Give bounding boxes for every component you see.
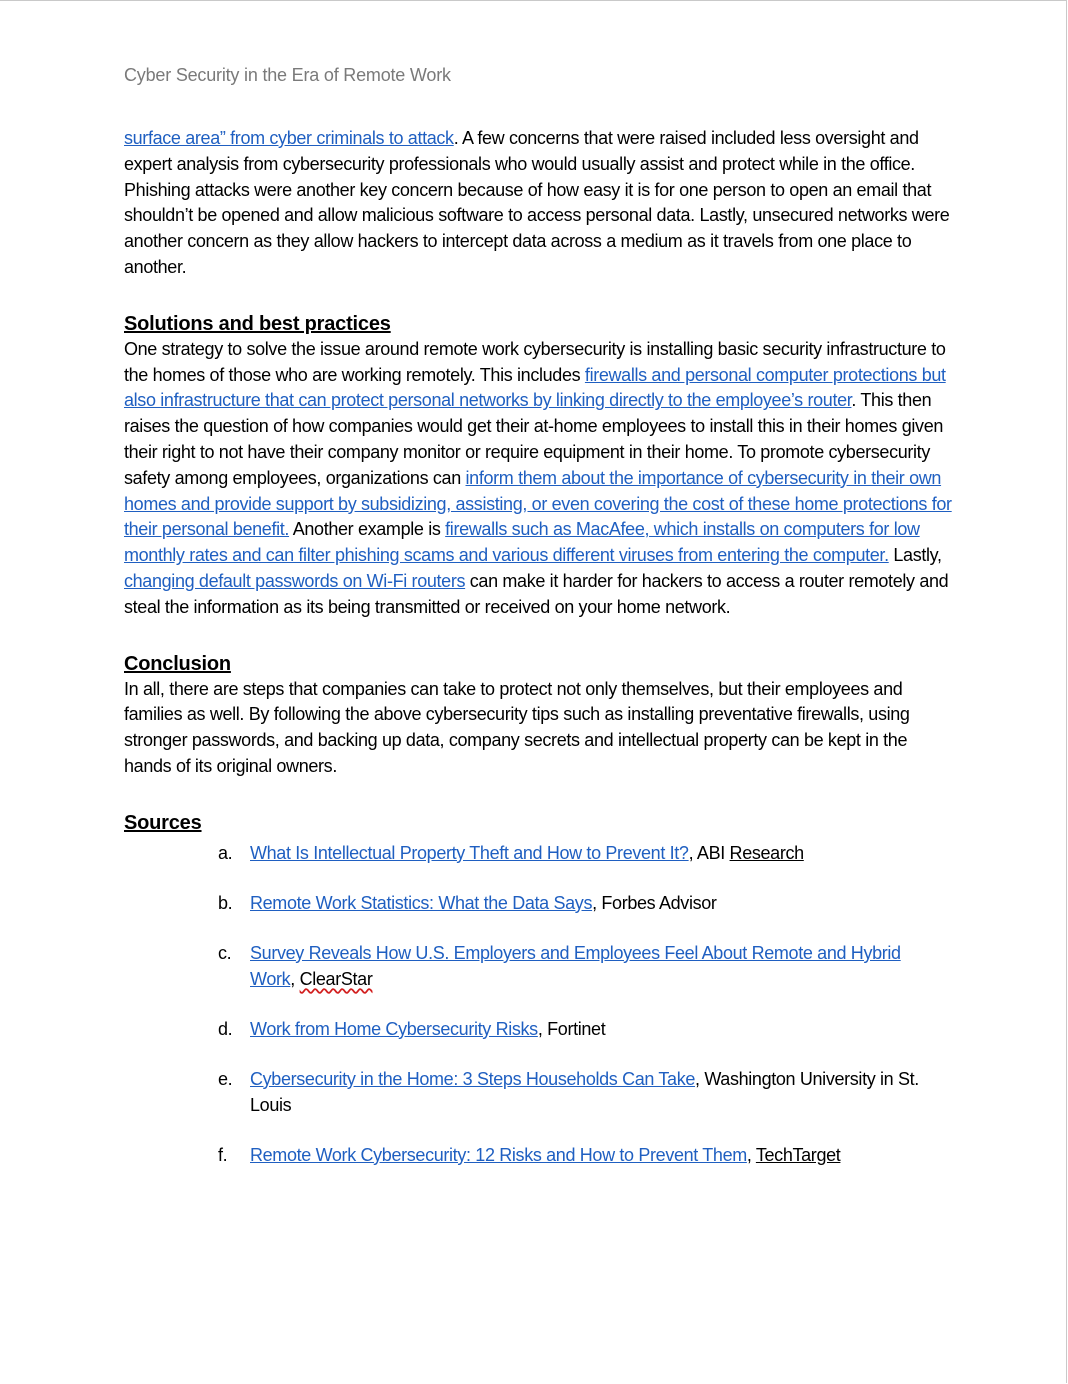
solutions-text-3: Another example is: [289, 519, 446, 540]
separator: ,: [290, 968, 300, 989]
publisher-prefix: ABI: [696, 842, 730, 863]
source-item: [124, 840, 940, 866]
list-marker: b.: [218, 892, 233, 913]
publisher-name: Research: [729, 842, 804, 863]
solutions-text-2: . This then raises the question of how companies would get their at-home employees to install this in their homes given their right to not have their company monitor or require equipment in their home. To promote cybersecurity safety among employees, organizations can: [124, 390, 944, 488]
source-link-wfh-risks[interactable]: Work from Home Cybersecurity Risks: [250, 1018, 538, 1039]
source-link-12-risks[interactable]: Remote Work Cybersecurity: 12 Risks and How to Prevent Them: [250, 1144, 747, 1165]
conclusion-paragraph: In all, there are steps that companies can take to protect not only themselves, but their employees and families as well. By following the above cybersecurity tips such as installing preventative firewalls, using stronger passwords, and backing up data, company secrets and intellectual property can be kept in the hands of its original owners.: [124, 678, 910, 776]
solutions-text-4: Lastly,: [888, 545, 942, 566]
separator: ,: [695, 1068, 705, 1089]
firewalls-protections-link[interactable]: firewalls and personal computer protections but also infrastructure that can protect personal networks by linking directly to the employee’s router: [124, 364, 946, 411]
sources-list: [124, 840, 954, 1168]
list-marker: d.: [218, 1018, 233, 1039]
source-link-home-steps[interactable]: Cybersecurity in the Home: 3 Steps Households Can Take: [250, 1068, 696, 1089]
publisher-name: Fortinet: [547, 1018, 606, 1039]
separator: ,: [592, 892, 602, 913]
page-header: Cyber Security in the Era of Remote Work: [124, 65, 451, 85]
separator: ,: [688, 842, 697, 863]
solutions-paragraph: [124, 337, 954, 621]
separator: ,: [537, 1018, 548, 1039]
source-link-remote-stats[interactable]: Remote Work Statistics: What the Data Says: [250, 892, 593, 913]
conclusion-heading: Conclusion: [124, 652, 231, 675]
intro-link[interactable]: surface area” from cyber criminals to attack: [124, 128, 454, 148]
publisher-name: TechTarget: [755, 1144, 841, 1165]
source-item: [124, 1142, 940, 1168]
source-link-ip-theft[interactable]: What Is Intellectual Property Theft and How to Prevent It?: [250, 842, 689, 863]
publisher-name: Washington University in St. Louis: [250, 1068, 919, 1115]
intro-paragraph: [124, 126, 954, 281]
mcafee-firewalls-link[interactable]: firewalls such as MacAfee, which installs on computers for low monthly rates and can filter phishing scams and various different viruses from entering the computer.: [124, 519, 920, 566]
publisher-name: Forbes Advisor: [601, 892, 717, 913]
sources-section: [124, 810, 954, 1168]
sources-heading: Sources: [124, 811, 202, 834]
solutions-text-5: can make it harder for hackers to access a router remotely and steal the information as its being transmitted or received on your home network.: [124, 570, 949, 617]
list-marker: c.: [218, 942, 232, 963]
source-link-survey[interactable]: Survey Reveals How U.S. Employers and Employees Feel About Remote and Hybrid Work: [250, 942, 901, 989]
source-item: [124, 1066, 940, 1118]
solutions-heading: Solutions and best practices: [124, 312, 391, 335]
solutions-section: [124, 311, 954, 621]
inform-employees-link[interactable]: inform them about the importance of cybersecurity in their own homes and provide support by subsidizing, assisting, or even covering the cost of these home protections for their personal benefit.: [124, 467, 952, 540]
source-item: [124, 1016, 940, 1042]
solutions-text-1: One strategy to solve the issue around remote work cybersecurity is installing basic security infrastructure to the homes of those who are working remotely. This includes: [124, 338, 946, 385]
source-item: [124, 940, 940, 992]
intro-text: . A few concerns that were raised included less oversight and expert analysis from cybersecurity professionals who would usually assist and protect while in the office. Phishing attacks were another key concern because of how easy it is for one person to open an email that shouldn’t be opened and allow malicious software to access personal data. Lastly, unsecured networks were another concern as they allow hackers to intercept data across a medium as it travels from one place to another.: [124, 128, 950, 277]
list-marker: e.: [218, 1068, 233, 1089]
source-item: [124, 890, 940, 916]
publisher-name: ClearStar: [299, 968, 373, 989]
default-passwords-link[interactable]: changing default passwords on Wi-Fi routers: [124, 570, 466, 591]
conclusion-section: [124, 651, 954, 780]
document-body: [124, 126, 954, 1192]
separator: ,: [746, 1144, 756, 1165]
list-marker: f.: [218, 1144, 228, 1165]
list-marker: a.: [218, 842, 233, 863]
